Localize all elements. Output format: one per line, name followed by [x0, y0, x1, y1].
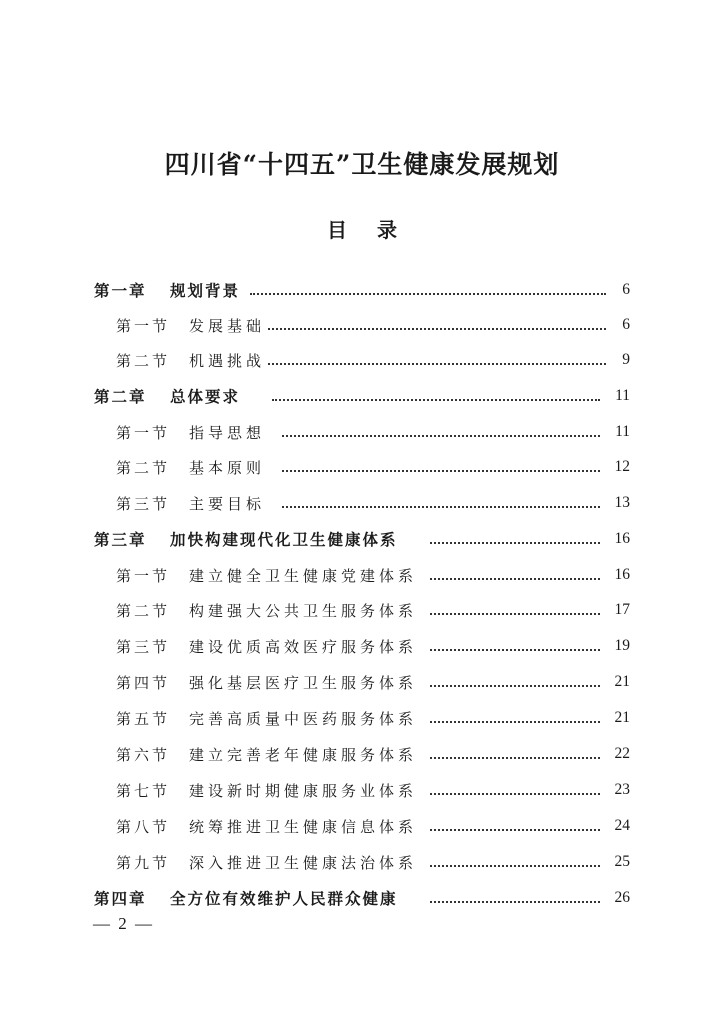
dot-leader	[430, 578, 600, 580]
toc-entry-page: 22	[614, 745, 630, 762]
toc-chapter-3[interactable]	[94, 525, 630, 553]
dot-leader	[430, 757, 600, 759]
toc-entry-page: 16	[614, 566, 630, 583]
toc-entry-number: 第一节	[116, 423, 171, 442]
toc-section-3-7[interactable]	[116, 776, 630, 804]
dot-leader	[430, 721, 600, 723]
toc-section-3-1[interactable]	[116, 561, 630, 589]
toc-section-3-5[interactable]	[116, 704, 630, 732]
dot-leader	[430, 542, 600, 544]
dot-leader	[250, 293, 606, 295]
toc-entry-title: 主要目标	[189, 494, 266, 513]
dot-leader	[282, 435, 600, 437]
toc-entry-title: 完善高质量中医药服务体系	[189, 709, 418, 728]
toc-entry-page: 24	[614, 817, 630, 834]
toc-entry-page: 6	[622, 316, 630, 333]
page-number-footer: — 2 —	[93, 914, 154, 933]
toc-entry-page: 17	[614, 601, 630, 618]
toc-entry-title: 指导思想	[189, 423, 266, 442]
toc-entry-number: 第三节	[116, 494, 171, 513]
toc-entry-page: 21	[614, 673, 630, 690]
toc-entry-title: 总体要求	[170, 388, 241, 406]
toc-section-3-3[interactable]	[116, 632, 630, 660]
toc-entry-title: 深入推进卫生健康法治体系	[189, 853, 418, 872]
dot-leader	[268, 328, 606, 330]
toc-section-3-8[interactable]	[116, 812, 630, 840]
toc-entry-number: 第六节	[116, 745, 171, 764]
toc-entry-number: 第八节	[116, 817, 171, 836]
toc-entry-page: 12	[614, 458, 630, 475]
toc-entry-page: 9	[622, 351, 630, 368]
toc-entry-page: 16	[614, 530, 630, 547]
toc-entry-number: 第三章	[94, 531, 147, 549]
toc-entry-number: 第二章	[94, 388, 147, 406]
toc-entry-title: 全方位有效维护人民群众健康	[170, 890, 398, 908]
toc-section-2-1[interactable]	[116, 418, 630, 446]
toc-entry-number: 第九节	[116, 853, 171, 872]
toc-entry-title: 发展基础	[189, 316, 266, 335]
toc-chapter-2[interactable]	[94, 382, 630, 410]
toc-entry-title: 加快构建现代化卫生健康体系	[170, 531, 398, 549]
toc-entry-number: 第一章	[94, 282, 147, 300]
document-title: 四川省“十四五”卫生健康发展规划	[164, 150, 560, 179]
toc-entry-title: 规划背景	[170, 282, 241, 300]
toc-entry-title: 建立完善老年健康服务体系	[189, 745, 418, 764]
dot-leader	[282, 470, 600, 472]
toc-entry-number: 第三节	[116, 637, 171, 656]
dot-leader	[430, 649, 600, 651]
toc-entry-number: 第二节	[116, 458, 171, 477]
dot-leader	[282, 506, 600, 508]
toc-entry-title: 建设优质高效医疗服务体系	[189, 637, 418, 656]
toc-entry-page: 11	[615, 387, 630, 404]
toc-section-2-2[interactable]	[116, 453, 630, 481]
toc-entry-title: 机遇挑战	[189, 351, 266, 370]
toc-entry-page: 25	[614, 853, 630, 870]
toc-entry-title: 建设新时期健康服务业体系	[189, 781, 418, 800]
toc-entry-title: 统筹推进卫生健康信息体系	[189, 817, 418, 836]
toc-entry-number: 第一节	[116, 316, 171, 335]
toc-entry-title: 建立健全卫生健康党建体系	[189, 566, 418, 585]
toc-entry-number: 第二节	[116, 601, 171, 620]
dot-leader	[430, 901, 600, 903]
toc-heading: 目录	[327, 218, 427, 242]
toc-entry-title: 构建强大公共卫生服务体系	[189, 601, 418, 620]
toc-entry-page: 19	[614, 637, 630, 654]
toc-entry-page: 26	[614, 889, 630, 906]
toc-entry-number: 第五节	[116, 709, 171, 728]
toc-section-1-2[interactable]	[116, 346, 630, 374]
toc-entry-page: 21	[614, 709, 630, 726]
toc-entry-number: 第七节	[116, 781, 171, 800]
dot-leader	[430, 793, 600, 795]
dot-leader	[268, 363, 606, 365]
toc-entry-page: 6	[622, 281, 630, 298]
toc-entry-title: 基本原则	[189, 458, 266, 477]
toc-section-1-1[interactable]	[116, 311, 630, 339]
dot-leader	[272, 399, 600, 401]
toc-entry-page: 13	[614, 494, 630, 511]
toc-entry-page: 11	[615, 423, 630, 440]
toc-entry-number: 第四章	[94, 890, 147, 908]
toc-section-3-9[interactable]	[116, 848, 630, 876]
toc-chapter-4[interactable]	[94, 884, 630, 912]
dot-leader	[430, 829, 600, 831]
toc-entry-page: 23	[614, 781, 630, 798]
toc-section-3-2[interactable]	[116, 596, 630, 624]
dot-leader	[430, 865, 600, 867]
toc-entry-number: 第二节	[116, 351, 171, 370]
toc-section-2-3[interactable]	[116, 489, 630, 517]
toc-entry-number: 第一节	[116, 566, 171, 585]
toc-chapter-1[interactable]	[94, 276, 630, 304]
dot-leader	[430, 613, 600, 615]
dot-leader	[430, 685, 600, 687]
toc-section-3-4[interactable]	[116, 668, 630, 696]
toc-section-3-6[interactable]	[116, 740, 630, 768]
toc-entry-number: 第四节	[116, 673, 171, 692]
toc-entry-title: 强化基层医疗卫生服务体系	[189, 673, 418, 692]
